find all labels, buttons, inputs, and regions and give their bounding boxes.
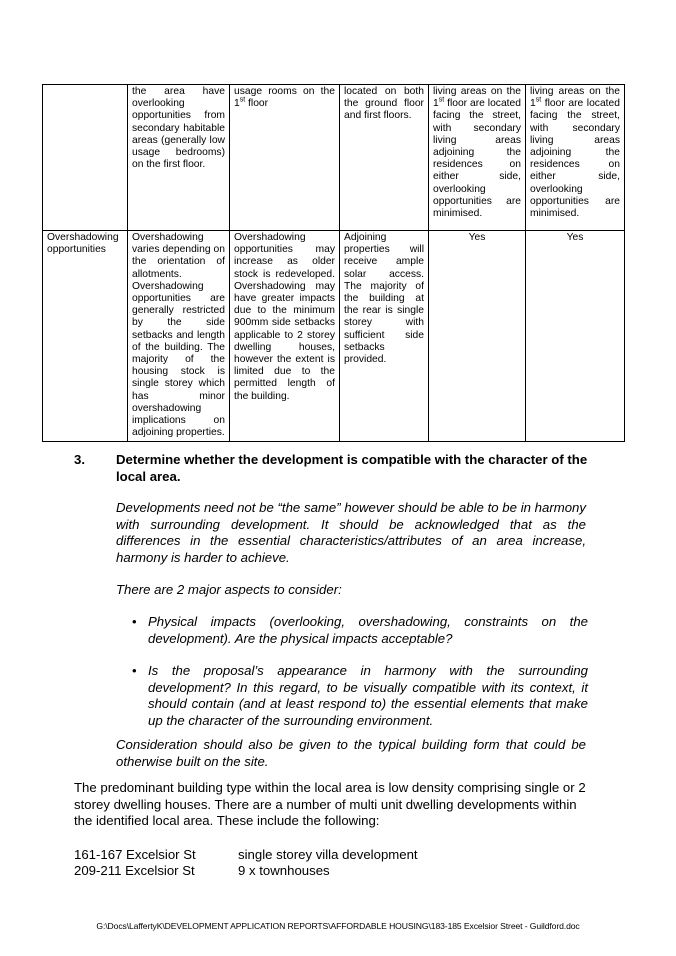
development-description: 9 x townhouses [238, 863, 330, 878]
cell-text: usage rooms on the 1 [234, 86, 335, 110]
table-cell: Yes [526, 231, 625, 442]
bullet-marker: • [132, 663, 137, 678]
table-cell: Yes [429, 231, 526, 442]
paragraph: There are 2 major aspects to consider: [116, 582, 342, 597]
table-cell: the area have overlooking opportunities from secondary habitable areas (generally low usage bedrooms) on the first floor. [128, 85, 230, 231]
list-item-text: Is the proposal’s appearance in harmony with the surrounding development? In this regard, to be visually compatible with its context, it should contain (and at least respond to) the essential elements that make up the character of the surrounding environment. [148, 663, 588, 728]
cell-text: floor [245, 98, 269, 110]
table-cell [230, 85, 340, 231]
table-cell: located on both the ground floor and first floors. [340, 85, 429, 231]
cell-text: floor are located facing the street, with secondary living areas adjoining the residences on either side, overlooking opportunities are minimised. [433, 98, 521, 220]
paragraph: Consideration should also be given to the typical building form that could be otherwise built on the site. [116, 737, 586, 769]
cell-text: floor are located facing the street, with secondary living areas adjoining the residences on either side, overlooking opportunities are minimised. [530, 98, 620, 220]
cell-text: living areas on the 1 [433, 86, 521, 110]
table-cell: Adjoining properties will receive ample solar access. The majority of the building at the rear is single storey with sufficient side setbacks provided. [340, 231, 429, 442]
superscript: st [535, 96, 542, 104]
development-description: single storey villa development [238, 847, 418, 862]
development-address: 161-167 Excelsior St [74, 847, 196, 862]
table-row [43, 85, 625, 231]
row-label: Overshadowing opportunities [43, 231, 128, 442]
paragraph: Developments need not be “the same” however should be able to be in harmony with surrounding development. It should be acknowledged that as the differences in the essential characteristics/attributes of an area increase, harmony is harder to achieve. [116, 500, 586, 565]
table-cell [429, 85, 526, 231]
section-title: Determine whether the development is compatible with the character of the local area. [116, 452, 588, 484]
table-row [43, 231, 625, 442]
cell-text: living areas on the 1 [530, 86, 620, 110]
superscript: st [438, 96, 445, 104]
list-item [132, 614, 588, 647]
development-address: 209-211 Excelsior St [74, 863, 195, 878]
table-cell [526, 85, 625, 231]
table-cell [43, 85, 128, 231]
table-cell: Overshadowing opportunities may increase as older stock is redeveloped. Overshadowing may have greater impacts due to the minimum 900mm side setbacks applicable to 2 storey dwelling houses, however the extent is limited due to the permitted length of the building. [230, 231, 340, 442]
list-item [132, 663, 588, 729]
table-cell: Overshadowing varies depending on the orientation of allotments. Overshadowing opportunities are generally restricted by the side setbacks and length of the building. The majority of the housing stock is single storey which has minor overshadowing implications on adjoining properties. [128, 231, 230, 442]
comparison-table [42, 84, 625, 442]
bullet-marker: • [132, 614, 137, 629]
section-number: 3. [74, 452, 85, 467]
body-paragraph: The predominant building type within the local area is low density comprising single or 2 storey dwelling houses. There are a number of multi unit dwelling developments within the identified local area. These include the following: [74, 780, 586, 828]
superscript: st [239, 96, 246, 104]
file-path-footer: G:\Docs\LaffertyK\DEVELOPMENT APPLICATION REPORTS\AFFORDABLE HOUSING\183-185 Excelsior Street - Guildford.doc [96, 921, 580, 931]
list-item-text: Physical impacts (overlooking, overshadowing, constraints on the development). Are the physical impacts acceptable? [148, 614, 588, 646]
